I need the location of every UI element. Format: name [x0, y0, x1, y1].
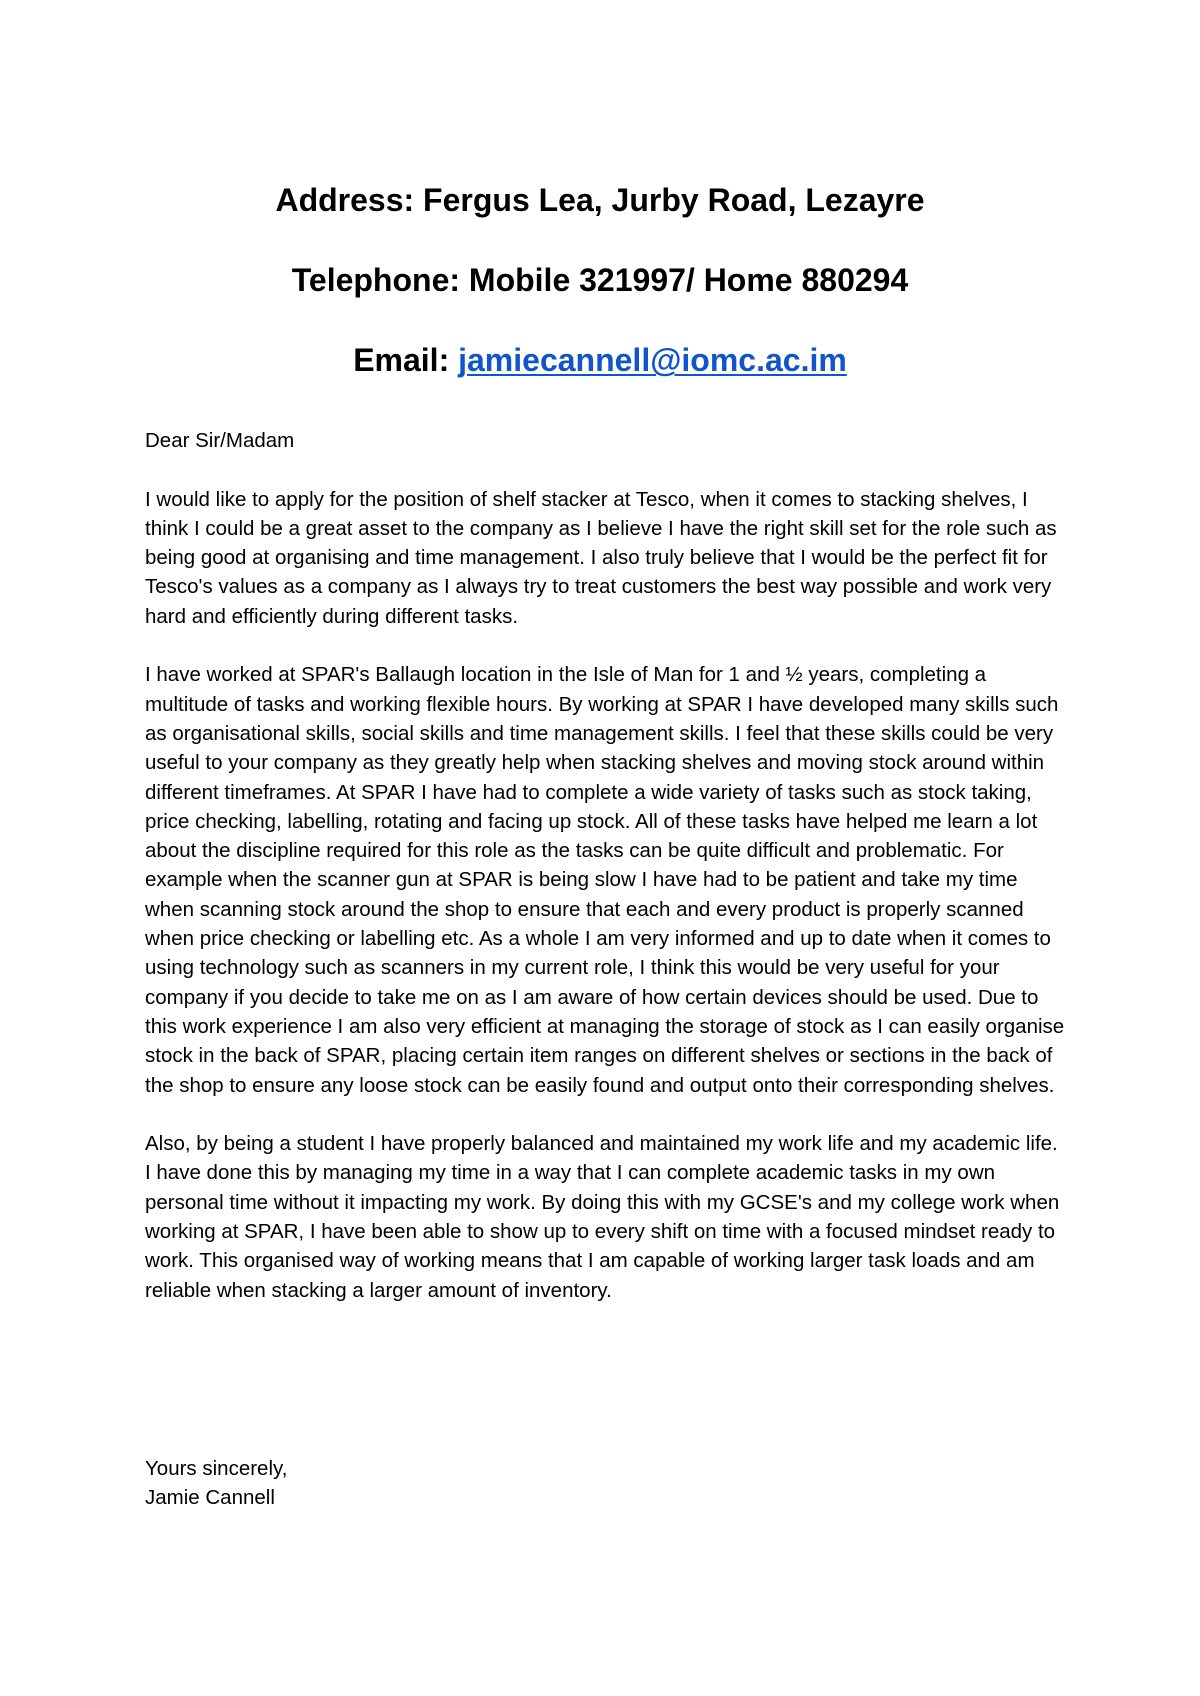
signature-name: Jamie Cannell — [145, 1486, 275, 1510]
paragraph-experience: I have worked at SPAR's Ballaugh location in the Isle of Man for 1 and ½ years, completing a multitude of tasks and working flexible hours. By working at SPAR I have developed many skills such as organisational skills, social skills and time management skills. I feel that these skills could be very useful to your company as they greatly help when stacking shelves and moving stock around within different timeframes. At SPAR I have had to complete a wide variety of tasks such as stock taking, price checking, labelling, rotating and facing up stock. All of these tasks have helped me learn a lot about the discipline required for this role as the tasks can be quite difficult and problematic. For example when the scanner gun at SPAR is being slow I have had to be patient and take my time when scanning stock around the shop to ensure that each and every product is properly scanned when price checking or labelling etc. As a whole I am very informed and up to date when it comes to using technology such as scanners in my current role, I think this would be very useful for your company if you decide to take me on as I am aware of how certain devices should be used. Due to this work experience I am also very efficient at managing the storage of stock as I can easily organise stock in the back of SPAR, placing certain item ranges on different shelves or sections in the back of the shop to ensure any loose stock can be easily found and output onto their corresponding shelves. — [145, 663, 1065, 1097]
email-line — [0, 340, 1200, 380]
address-value: Fergus Lea, Jurby Road, Lezayre — [423, 182, 925, 218]
address-line — [0, 180, 1200, 220]
signoff: Yours sincerely, — [145, 1457, 288, 1480]
contact-header — [0, 180, 1200, 420]
letter-body — [145, 426, 1065, 1334]
telephone-value: Mobile 321997/ Home 880294 — [468, 262, 909, 298]
email-link[interactable]: jamiecannell@iomc.ac.im — [458, 342, 847, 378]
paragraph-intro: I would like to apply for the position of shelf stacker at Tesco, when it comes to stacking shelves, I think I could be a great asset to the company as I believe I have the right skill set for the role such as being good at organising and time management. I also truly believe that I would be the perfect fit for Tesco's values as a company as I always try to treat customers the best way possible and work very hard and efficiently during different tasks. — [145, 487, 1057, 628]
telephone-line — [0, 260, 1200, 300]
salutation: Dear Sir/Madam — [145, 429, 295, 452]
address-label: Address: — [275, 182, 415, 218]
letter-closing — [145, 1454, 287, 1513]
email-label: Email: — [353, 342, 450, 378]
telephone-label: Telephone: — [291, 262, 461, 298]
paragraph-student: Also, by being a student I have properly balanced and maintained my work life and my academic life. I have done this by managing my time in a way that I can complete academic tasks in my own personal time without it impacting my work. By doing this with my GCSE's and my college work when working at SPAR, I have been able to show up to every shift on time with a focused mindset ready to work. This organised way of working means that I am capable of working larger task loads and am reliable when stacking a larger amount of inventory. — [145, 1132, 1060, 1302]
